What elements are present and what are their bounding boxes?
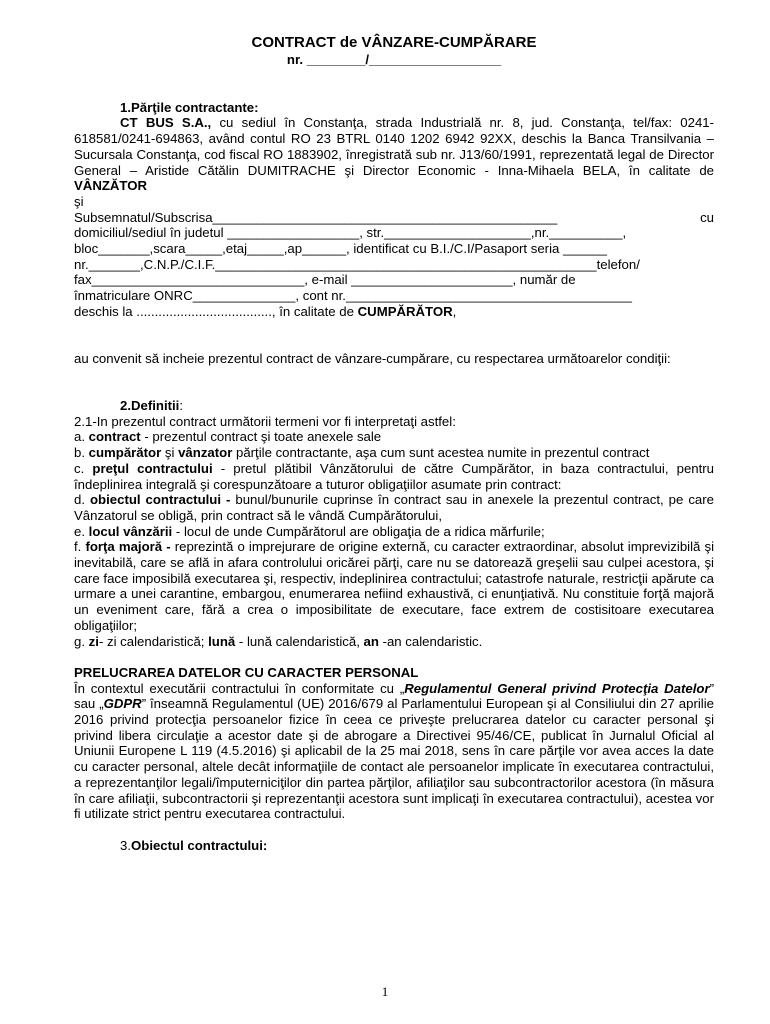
- gdpr-abbreviation: GDPR: [103, 696, 142, 712]
- buyer-row-1: [74, 210, 714, 226]
- gdpr-heading: PRELUCRAREA DATELOR CU CARACTER PERSONAL: [74, 664, 419, 680]
- buyer-row-4: [74, 257, 714, 273]
- buyer-row-end: cu: [700, 209, 714, 225]
- definitions-intro: 2.1-In prezentul contract următorii termeni vor fi interpretaţi astfel:: [74, 413, 456, 429]
- section2-heading: [74, 398, 714, 414]
- buyer-row-3: [74, 241, 714, 257]
- buyer-row-6: [74, 288, 714, 304]
- definition-c: c. preţul contractului - pretul plătibil Vânzătorului de către Cumpărător, in baza contractului, pentru îndeplinirea integrală şi corespunzătoare a tuturor obligaţiilor asumate prin contract:: [74, 460, 714, 492]
- buyer-row-text: bloc_______,scara_____,etaj_____,ap______, identificat cu B.I./C.I/Pasaport seria ______: [74, 241, 608, 257]
- definition-e: e. locul vânzării - locul de unde Cumpărătorul are obligaţia de a ridica mărfurile;: [74, 523, 545, 539]
- buyer-row-text: înmatriculare ONRC______________, cont nr._______________________________________: [74, 288, 633, 304]
- buyer-bank-text: deschis la ....................................., în calitate de: [74, 303, 358, 319]
- gdpr-paragraph: În contextul executării contractului în conformitate cu „Regulamentul General privind Protecţia Datelor” sau „GDPR” înseamnă Regulamentul (UE) 2016/679 al Parlamentului European şi al Consiliului din 27 aprilie 2016 privind protecţia persoanelor fizice în ceea ce priveşte prelucrarea datelor cu caracter personal şi privind libera circulaţie a acestor date şi de abrogare a Directivei 95/46/CE, publicat în Jurnalul Oficial al Uniunii Europene L 119 (4.5.2016) şi aplicabil de la 25 mai 2018, sens în care părţile vor avea acces la date cu caracter personal, altele decât informaţiile de contact ale persoanelor implicate în executarea contractului, a reprezentanţilor legali/împuterniciţilor din partea părţilor, afiliaţilor sau subcontractorilor acestora (în măsura în care afiliaţii, subcontractorii şi reprezentanţii acestora sunt implicaţi în executarea contractului), acestea vor fi utilizate strict pentru executarea contractului.: [74, 680, 714, 822]
- definition-f: f. forţa majoră - reprezintă o imprejurare de origine externă, cu caracter extraordinar, absolut imprevizibilă şi inevitabilă, care se află in afara controlului oricărei părţi, care nu se datorează greşelii sau culpei acestora, şi care face imposibilă executarea şi, respectiv, indeplinirea contractului; catastrofe naturale, restricţii apărute ca urmare a unei carantine, embargou, enumerarea nefiind exhaustivă, ci enunţiativă. Nu constituie forţă majoră un eveniment care, fără a crea o imposibilitate de executare, face extrem de costisitoare executarea obligaţiilor;: [74, 539, 714, 633]
- seller-paragraph: [74, 115, 714, 194]
- buyer-end: ,: [452, 303, 457, 319]
- contract-number-line: nr. ________/__________________: [286, 52, 502, 67]
- document-title: CONTRACT de VÂNZARE-CUMPĂRARE: [251, 34, 537, 51]
- buyer-row-5: [74, 272, 714, 288]
- buyer-row-2: [74, 225, 714, 241]
- definition-a: a. contract - prezentul contract şi toate anexele sale: [74, 429, 382, 445]
- seller-role: VÂNZĂTOR: [74, 178, 148, 194]
- and-label: şi: [74, 193, 84, 209]
- buyer-row-text: domiciliul/sediul în judetul __________________, str.____________________,nr.__________,: [74, 225, 627, 241]
- seller-details: cu sediul în Constanţa, strada Industrială nr. 8, jud. Constanţa, tel/fax: 0241-618581/0241-694863, având contul RO 23 BTRL 0140 1202 6942 92XX, deschis la Banca Transilvania – Sucursala Constanţa, cod fiscal RO 1883902, înregistrată sub nr. J13/60/1991, reprezentată legal de Director General – Aristide Cătălin DUMITRACHE şi Director Economic - Inna-Mihaela BELA, în calitate de: [74, 115, 715, 178]
- agreement-paragraph: au convenit să incheie prezentul contract de vânzare-cumpărare, cu respectarea următoarelor condiţii:: [74, 350, 671, 366]
- buyer-row-text: nr._______,C.N.P./C.I.F.____________________________________________________telefon/: [74, 256, 640, 272]
- section1-heading: 1.Părţile contractante:: [120, 99, 259, 115]
- section3-heading: 3.Obiectul contractului:: [120, 837, 268, 853]
- definition-g: g. zi- zi calendaristică; lună - lună calendaristică, an -an calendaristic.: [74, 633, 483, 649]
- gdpr-regulation-name: Regulamentul General privind Protecţia Datelor: [404, 680, 710, 696]
- page-number: 1: [381, 984, 389, 999]
- buyer-row-text: Subsemnatul/Subscrisa_______________________________________________: [74, 209, 558, 225]
- buyer-role: CUMPĂRĂTOR: [357, 303, 453, 319]
- buyer-row-text: fax_____________________________, e-mail ______________________, număr de: [74, 272, 576, 288]
- definition-d: d. obiectul contractului - bunul/bunurile cuprinse în contract sau in anexele la prezentul contract, pe care Vânzatorul se obligă, prin contract să le vândă Cumpărătorului,: [74, 492, 714, 523]
- section2-heading-text: 2.Definitii: [120, 398, 180, 413]
- contract-page: [74, 34, 714, 853]
- section2-heading-suffix: :: [179, 398, 184, 413]
- definition-b: b. cumpărător şi vânzator părţile contractante, aşa cum sunt acestea numite in prezentul contract: [74, 445, 650, 461]
- seller-name: CT BUS S.A.,: [120, 115, 212, 131]
- buyer-last-line: [74, 304, 714, 320]
